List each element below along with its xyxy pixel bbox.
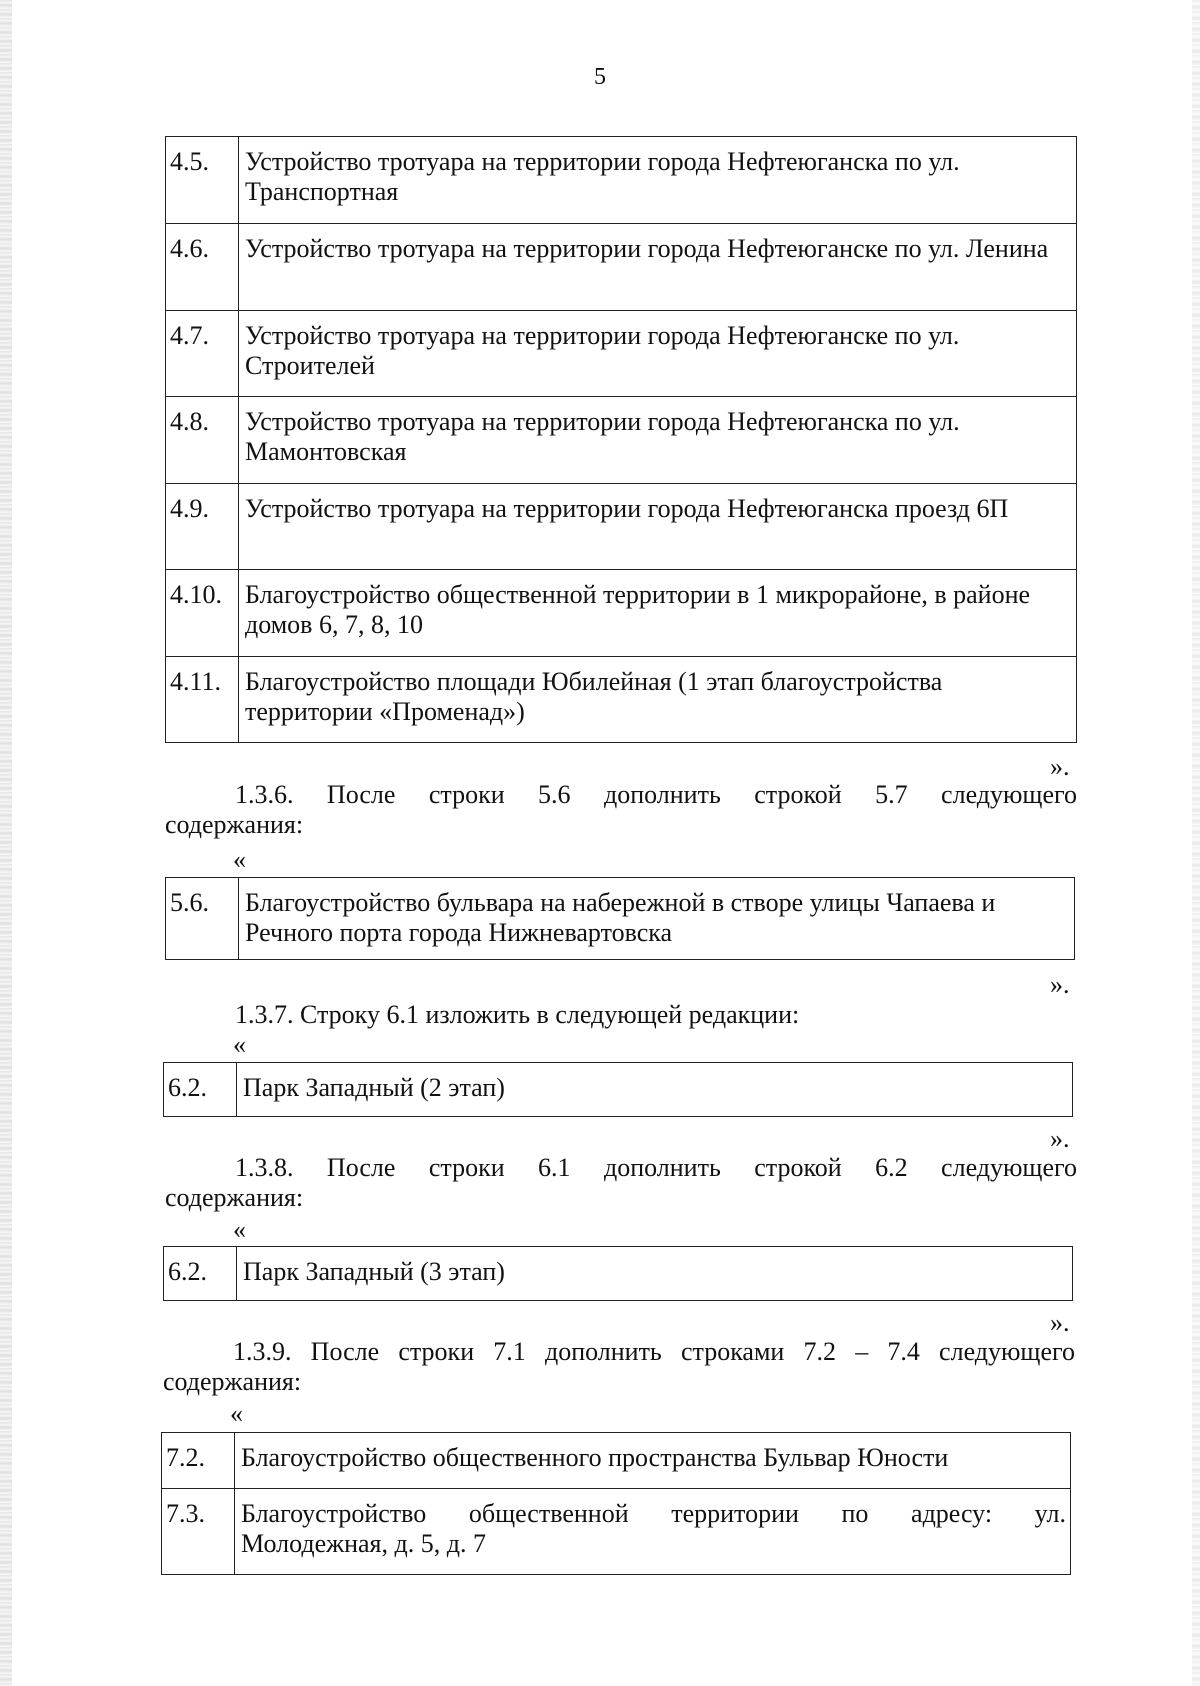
table-row <box>166 878 1075 960</box>
row-number: 4.5. <box>166 137 239 224</box>
row-number: 4.6. <box>166 224 239 311</box>
scan-edge-right <box>1192 0 1200 1686</box>
table-row <box>162 1489 1071 1575</box>
row-text: Парк Западный (2 этап) <box>237 1063 1073 1117</box>
row-text: Парк Западный (3 этап) <box>237 1247 1073 1301</box>
row-text-multiline <box>235 1489 1071 1575</box>
paragraph-line: 1.3.8. После строки 6.1 дополнить строкой 6.2 следующего <box>235 1153 1077 1182</box>
paragraph-line: 1.3.7. Строку 6.1 изложить в следующей редакции: <box>235 1000 800 1029</box>
paragraph-line: содержания: <box>163 1367 302 1396</box>
objects-table-7 <box>161 1432 1071 1575</box>
row-number: 4.9. <box>166 484 239 570</box>
row-number: 4.10. <box>166 570 239 657</box>
closing-quote-3: ». <box>1050 1124 1070 1153</box>
opening-quote: « <box>233 1030 246 1059</box>
row-text: Устройство тротуара на территории города Нефтеюганске по ул. Строителей <box>239 311 1077 397</box>
table-row <box>162 1433 1071 1489</box>
objects-table-6-first <box>163 1062 1073 1117</box>
row-text: Устройство тротуара на территории города Нефтеюганска проезд 6П <box>239 484 1077 570</box>
opening-quote: « <box>233 1215 246 1244</box>
paragraph-line: 1.3.6. После строки 5.6 дополнить строкой 5.7 следующего <box>235 780 1077 809</box>
closing-quote-2: ». <box>1050 970 1070 999</box>
table-row <box>166 657 1077 743</box>
table-row <box>164 1247 1073 1301</box>
paragraph-1-3-9 <box>163 1337 1075 1397</box>
table-row <box>166 570 1077 657</box>
objects-table-6-second <box>163 1246 1073 1301</box>
row-text: Благоустройство площади Юбилейная (1 этап благоустройства территории «Променад») <box>239 657 1077 743</box>
closing-quote-1: ». <box>1050 752 1070 781</box>
table-row <box>166 311 1077 397</box>
table-row <box>166 397 1077 484</box>
row-text: Устройство тротуара на территории города Нефтеюганске по ул. Ленина <box>239 224 1077 311</box>
paragraph-line: 1.3.9. После строки 7.1 дополнить строками 7.2 – 7.4 следующего <box>233 1337 1075 1366</box>
paragraph-1-3-7 <box>235 1000 1075 1030</box>
closing-quote-4: ». <box>1050 1308 1070 1337</box>
row-number: 4.7. <box>166 311 239 397</box>
table-row <box>166 137 1077 224</box>
row-number: 4.8. <box>166 397 239 484</box>
row-text: Благоустройство бульвара на набережной в створе улицы Чапаева и Речного порта города Нижневартовска <box>239 878 1075 960</box>
row-number: 4.11. <box>166 657 239 743</box>
row-text: Благоустройство общественной территории в 1 микрорайоне, в районе домов 6, 7, 8, 10 <box>239 570 1077 657</box>
row-text: Устройство тротуара на территории города Нефтеюганска по ул. Транспортная <box>239 137 1077 224</box>
table-row <box>166 224 1077 311</box>
row-number: 6.2. <box>164 1063 237 1117</box>
paragraph-1-3-6 <box>165 780 1077 840</box>
row-number: 5.6. <box>166 878 239 960</box>
scan-edge-left <box>0 0 12 1686</box>
row-number: 7.3. <box>162 1489 235 1575</box>
paragraph-line: содержания: <box>165 1183 304 1212</box>
table-row <box>166 484 1077 570</box>
paragraph-1-3-8 <box>165 1153 1077 1213</box>
row-text-line: Благоустройство общественной территории по адресу: ул. <box>241 1499 1066 1528</box>
objects-table-4 <box>165 136 1077 743</box>
row-number: 6.2. <box>164 1247 237 1301</box>
row-text-line: Молодежная, д. 5, д. 7 <box>241 1529 486 1558</box>
page-number: 5 <box>594 64 606 90</box>
opening-quote: « <box>230 1399 243 1428</box>
paragraph-line: содержания: <box>165 810 304 839</box>
row-number: 7.2. <box>162 1433 235 1489</box>
objects-table-5 <box>165 877 1075 960</box>
table-row <box>164 1063 1073 1117</box>
row-text: Устройство тротуара на территории города Нефтеюганска по ул. Мамонтовская <box>239 397 1077 484</box>
row-text: Благоустройство общественного пространства Бульвар Юности <box>235 1433 1071 1489</box>
opening-quote: « <box>233 845 246 874</box>
